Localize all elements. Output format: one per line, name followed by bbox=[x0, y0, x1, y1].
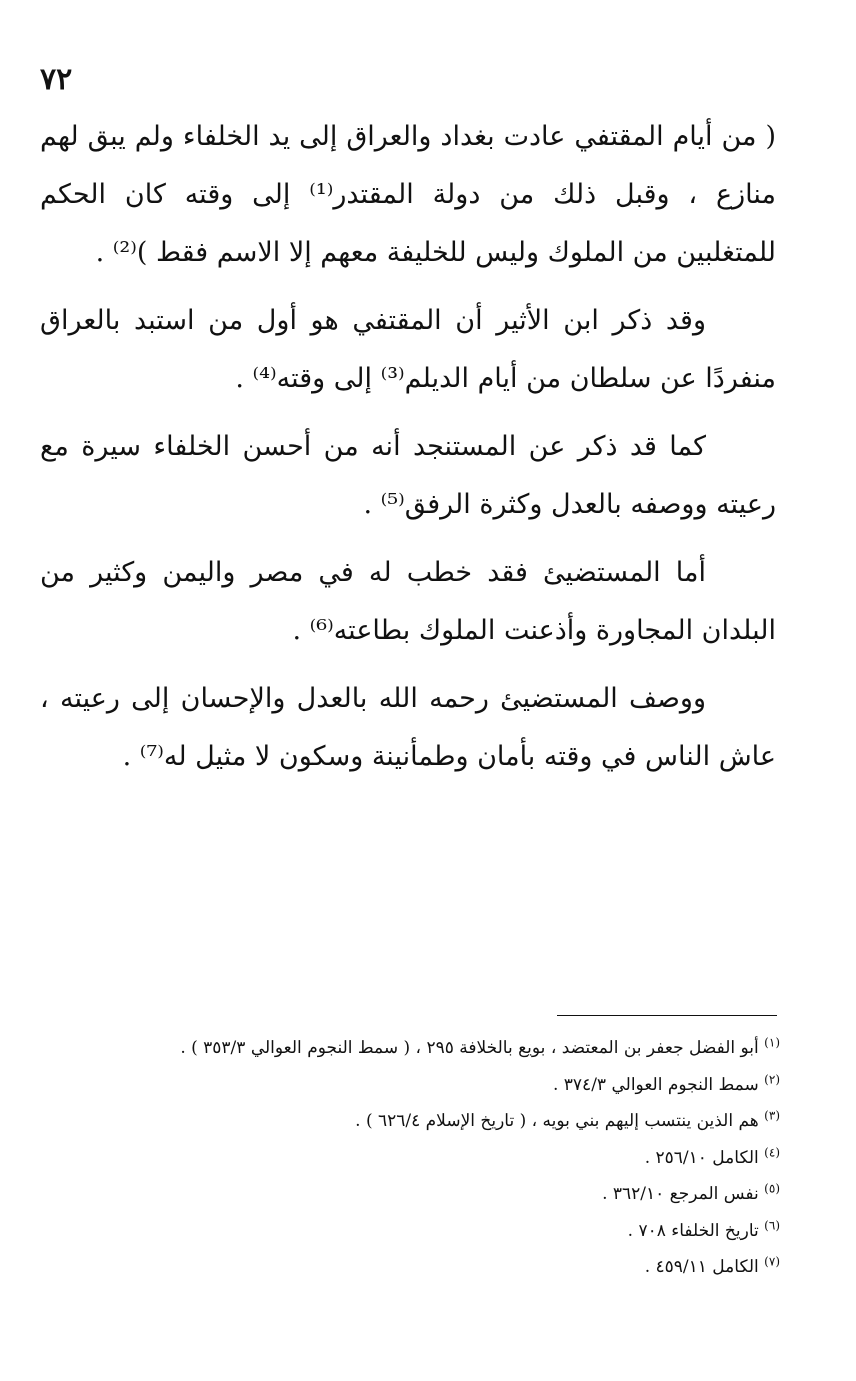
paragraph-2: وقد ذكر ابن الأثير أن المقتفي هو أول من استبد بالعراق منفردًا عن سلطان من أيام الديلم⁽³⁾ إلى وقته⁽⁴⁾ . bbox=[40, 305, 776, 394]
footnote-4 bbox=[120, 1140, 780, 1177]
paragraph-4: أما المستضيئ فقد خطب له في مصر واليمن وكثير من البلدان المجاورة وأذعنت الملوك بطاعته⁽⁶⁾ . bbox=[40, 557, 776, 646]
footnote-6 bbox=[120, 1213, 780, 1250]
footnote-3 bbox=[120, 1103, 780, 1140]
body-text bbox=[40, 108, 776, 796]
footnote-mark: (٣) bbox=[764, 1108, 780, 1123]
footnote-mark: (٤) bbox=[764, 1144, 780, 1159]
footnote-separator bbox=[557, 1015, 777, 1016]
footnote-text: نفس المرجع ٣٦٢/١٠ . bbox=[602, 1184, 759, 1204]
footnote-mark: (٦) bbox=[764, 1217, 780, 1232]
footnote-text: أبو الفضل جعفر بن المعتضد ، بويع بالخلافة ٢٩٥ ، ( سمط النجوم العوالي ٣٥٣/٣ ) . bbox=[180, 1038, 759, 1058]
footnote-text: هم الذين ينتسب إليهم بني بويه ، ( تاريخ الإسلام ٦٢٦/٤ ) . bbox=[355, 1111, 759, 1131]
footnote-mark: (٥) bbox=[764, 1181, 780, 1196]
footnote-mark: (١) bbox=[764, 1035, 780, 1050]
page-number: ٧٢ bbox=[40, 62, 73, 97]
footnote-7 bbox=[120, 1249, 780, 1286]
paragraph-3: كما قد ذكر عن المستنجد أنه من أحسن الخلفاء سيرة مع رعيته ووصفه بالعدل وكثرة الرفق⁽⁵⁾ . bbox=[40, 431, 776, 520]
footnote-text: سمط النجوم العوالي ٣٧٤/٣ . bbox=[552, 1074, 759, 1095]
footnote-5 bbox=[120, 1176, 780, 1213]
footnote-mark: (٧) bbox=[764, 1254, 780, 1269]
footnote-text: تاريخ الخلفاء ٧٠٨ . bbox=[627, 1220, 759, 1241]
paragraph-5: ووصف المستضيئ رحمه الله بالعدل والإحسان إلى رعيته ، عاش الناس في وقته بأمان وطمأنينة وسكون لا مثيل له⁽⁷⁾ . bbox=[40, 683, 776, 772]
footnotes bbox=[120, 1030, 780, 1286]
footnote-1 bbox=[120, 1030, 780, 1067]
footnote-2 bbox=[120, 1067, 780, 1104]
paragraph-1: ( من أيام المقتفي عادت بغداد والعراق إلى يد الخلفاء ولم يبق لهم منازع ، وقبل ذلك من دولة المقتدر⁽¹⁾ إلى وقته كان الحكم للمتغلبين من الملوك وليس للخليفة معهم إلا الاسم فقط )⁽²⁾ . bbox=[40, 121, 776, 268]
footnote-text: الكامل ٢٥٦/١٠ . bbox=[644, 1147, 759, 1168]
footnote-text: الكامل ٤٥٩/١١ . bbox=[644, 1257, 759, 1277]
footnote-mark: (٢) bbox=[764, 1071, 780, 1086]
